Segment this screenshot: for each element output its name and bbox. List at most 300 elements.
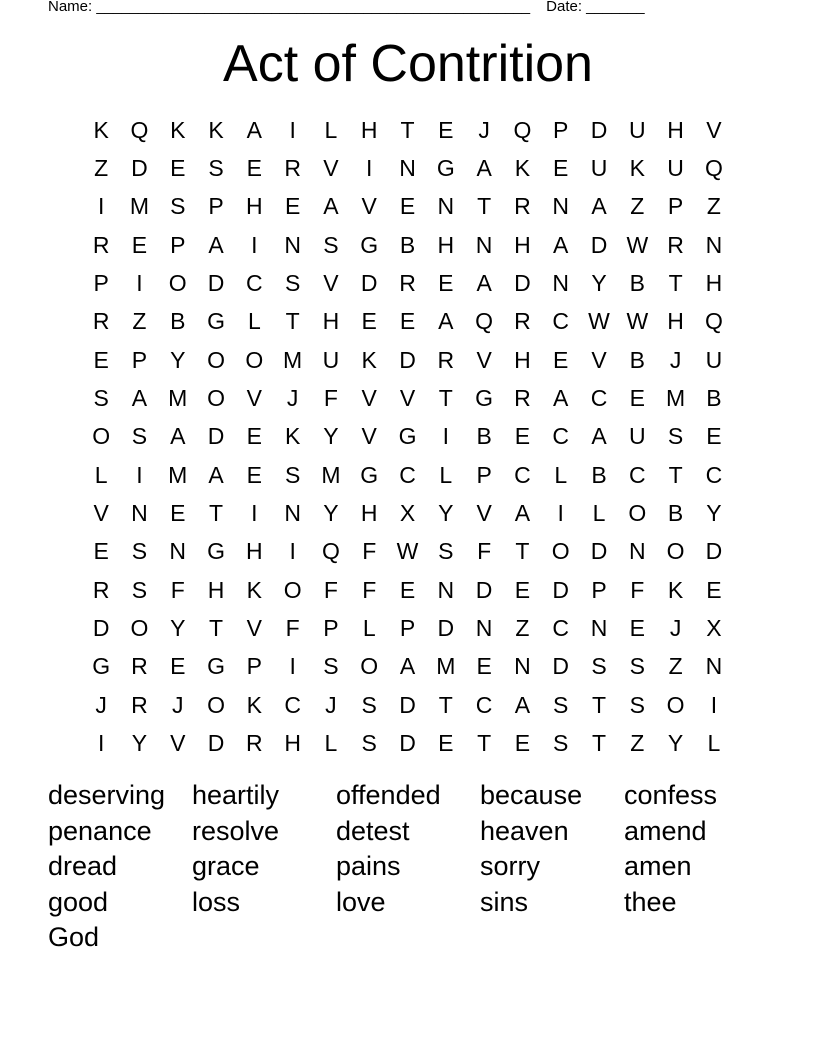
grid-cell: P — [131, 346, 148, 373]
grid-cell: S — [323, 231, 339, 258]
grid-cell: P — [323, 615, 339, 642]
grid-cell: S — [131, 423, 148, 450]
grid-cell: P — [93, 270, 109, 297]
grid-cell: T — [591, 730, 607, 757]
grid-cell: E — [170, 155, 186, 182]
word-bank-item: sins — [480, 886, 529, 917]
grid-cell: V — [361, 423, 377, 450]
word-bank-item: amend — [624, 815, 707, 846]
grid-cell: N — [437, 576, 455, 603]
grid-cell: H — [207, 576, 225, 603]
grid-cell: L — [554, 461, 568, 488]
grid-cell: F — [362, 538, 377, 565]
grid-cell: N — [705, 231, 723, 258]
grid-cell: A — [514, 691, 531, 718]
grid-cell: A — [399, 653, 416, 680]
grid-cell: Z — [706, 193, 721, 220]
grid-cell: Z — [132, 308, 147, 335]
grid-cell: S — [591, 653, 607, 680]
grid-cell: Q — [130, 116, 149, 143]
word-bank-item: loss — [192, 886, 241, 917]
grid-cell: D — [399, 346, 416, 373]
grid-cell: V — [246, 615, 262, 642]
grid-cell: A — [170, 423, 186, 450]
grid-cell: L — [592, 500, 606, 527]
grid-cell: H — [705, 270, 723, 297]
word-bank-item: because — [480, 780, 583, 811]
grid-cell: Z — [630, 730, 645, 757]
grid-cell: H — [667, 308, 684, 335]
grid-cell: S — [361, 730, 377, 757]
grid-cell: B — [399, 231, 416, 258]
grid-cell: V — [361, 385, 377, 412]
grid-cell: Y — [323, 500, 339, 527]
grid-cell: F — [170, 576, 185, 603]
grid-cell: H — [246, 193, 263, 220]
grid-cell: A — [514, 500, 531, 527]
grid-cell: U — [590, 155, 608, 182]
grid-cell: S — [93, 385, 109, 412]
grid-cell: T — [438, 691, 453, 718]
grid-cell: F — [323, 576, 338, 603]
grid-cell: K — [284, 423, 301, 450]
grid-cell: P — [246, 653, 262, 680]
word-bank-item: detest — [336, 815, 410, 846]
grid-cell: J — [669, 346, 682, 373]
grid-cell: W — [626, 231, 649, 258]
grid-cell: G — [207, 538, 225, 565]
grid-cell: I — [97, 730, 105, 757]
grid-cell: S — [170, 193, 186, 220]
grid-cell: B — [170, 308, 186, 335]
grid-cell: Q — [704, 308, 723, 335]
grid-cell: E — [553, 155, 569, 182]
grid-cell: C — [552, 308, 570, 335]
grid-cell: D — [92, 615, 110, 642]
word-bank-item: deserving — [48, 780, 166, 811]
grid-cell: N — [552, 193, 570, 220]
grid-cell: K — [246, 691, 262, 718]
word-bank-item: amen — [624, 851, 692, 882]
grid-cell: I — [366, 155, 373, 182]
grid-cell: A — [208, 461, 224, 488]
grid-cell: U — [628, 423, 646, 450]
grid-cell: J — [286, 385, 299, 412]
grid-cell: O — [628, 500, 647, 527]
grid-cell: B — [591, 461, 607, 488]
word-bank-item: good — [48, 886, 109, 917]
grid-cell: Y — [706, 500, 722, 527]
grid-cell: V — [361, 193, 377, 220]
grid-cell: B — [629, 270, 645, 297]
grid-cell: A — [553, 385, 569, 412]
grid-cell: N — [131, 500, 148, 527]
grid-cell: G — [360, 461, 379, 488]
grid-cell: O — [92, 423, 111, 450]
grid-cell: U — [667, 155, 684, 182]
grid-cell: L — [324, 116, 338, 143]
grid-cell: Q — [704, 155, 723, 182]
grid-cell: A — [591, 193, 607, 220]
grid-cell: T — [285, 308, 300, 335]
grid-cell: U — [628, 116, 646, 143]
grid-cell: N — [628, 538, 646, 565]
grid-cell: C — [552, 615, 570, 642]
word-bank-item: love — [336, 886, 386, 917]
grid-cell: S — [131, 576, 148, 603]
grid-cell: S — [438, 538, 454, 565]
word-bank-item: penance — [48, 815, 152, 846]
grid-cell: Z — [515, 615, 530, 642]
grid-cell: S — [284, 461, 301, 488]
grid-cell: I — [251, 500, 258, 527]
grid-cell: V — [93, 500, 109, 527]
grid-cell: T — [400, 116, 415, 143]
grid-cell: P — [553, 116, 569, 143]
grid-cell: C — [284, 691, 301, 718]
grid-cell: C — [552, 423, 570, 450]
grid-cell: P — [208, 193, 224, 220]
grid-cell: O — [130, 615, 149, 642]
grid-cell: H — [284, 730, 301, 757]
grid-cell: S — [131, 538, 148, 565]
grid-cell: C — [705, 461, 723, 488]
grid-cell: H — [667, 116, 684, 143]
grid-cell: H — [246, 538, 263, 565]
grid-cell: F — [362, 576, 377, 603]
grid-cell: E — [514, 576, 531, 603]
grid-cell: D — [399, 691, 416, 718]
grid-cell: K — [246, 576, 262, 603]
grid-cell: W — [396, 538, 419, 565]
grid-cell: Q — [321, 538, 340, 565]
grid-cell: U — [705, 346, 723, 373]
grid-cell: M — [436, 653, 456, 680]
grid-cell: Y — [131, 730, 148, 757]
name-field-label: Name: ____________________________________________________ — [48, 0, 531, 15]
grid-cell: S — [629, 691, 645, 718]
grid-cell: W — [588, 308, 610, 335]
grid-cell: E — [438, 116, 454, 143]
grid-cell: D — [437, 615, 455, 642]
grid-cell: B — [629, 346, 645, 373]
grid-cell: C — [246, 270, 263, 297]
grid-cell: A — [553, 231, 569, 258]
grid-cell: E — [361, 308, 377, 335]
grid-cell: E — [399, 193, 416, 220]
grid-cell: G — [207, 653, 225, 680]
grid-cell: N — [475, 231, 493, 258]
grid-cell: E — [246, 423, 262, 450]
grid-cell: C — [475, 691, 493, 718]
grid-cell: E — [514, 423, 531, 450]
grid-cell: I — [136, 270, 143, 297]
grid-cell: E — [399, 308, 416, 335]
grid-cell: O — [207, 346, 225, 373]
grid-cell: A — [476, 270, 492, 297]
grid-cell: F — [477, 538, 492, 565]
grid-cell: R — [92, 576, 110, 603]
grid-cell: K — [208, 116, 224, 143]
grid-cell: T — [477, 730, 492, 757]
grid-cell: S — [553, 730, 569, 757]
grid-cell: D — [475, 576, 493, 603]
grid-cell: H — [514, 231, 531, 258]
grid-cell: X — [399, 500, 416, 527]
grid-cell: K — [514, 155, 531, 182]
word-bank-item: pains — [336, 851, 401, 882]
grid-cell: K — [361, 346, 377, 373]
grid-cell: A — [246, 116, 262, 143]
letter-grid — [82, 111, 734, 763]
grid-cell: T — [209, 500, 224, 527]
grid-cell: E — [629, 385, 645, 412]
grid-cell: L — [439, 461, 453, 488]
grid-cell: Y — [667, 730, 684, 757]
grid-cell: P — [667, 193, 684, 220]
grid-cell: S — [361, 691, 377, 718]
grid-cell: E — [438, 730, 454, 757]
grid-cell: O — [666, 691, 685, 718]
grid-cell: D — [360, 270, 378, 297]
grid-cell: M — [168, 385, 188, 412]
grid-cell: T — [477, 193, 492, 220]
grid-cell: A — [438, 308, 454, 335]
grid-cell: R — [667, 231, 684, 258]
grid-cell: I — [442, 423, 450, 450]
grid-cell: I — [136, 461, 143, 488]
word-bank-item: thee — [624, 886, 677, 917]
grid-cell: T — [668, 270, 683, 297]
grid-cell: H — [514, 346, 531, 373]
grid-cell: O — [168, 270, 187, 297]
grid-cell: W — [626, 308, 649, 335]
word-bank-item: dread — [48, 851, 118, 882]
grid-cell: A — [208, 231, 224, 258]
grid-cell: Y — [323, 423, 339, 450]
grid-cell: O — [666, 538, 685, 565]
grid-cell: D — [399, 730, 416, 757]
grid-cell: S — [284, 270, 301, 297]
grid-cell: Q — [513, 116, 532, 143]
grid-cell: O — [207, 385, 225, 412]
grid-cell: A — [591, 423, 607, 450]
grid-cell: J — [669, 615, 682, 642]
grid-cell: D — [514, 270, 531, 297]
grid-cell: L — [362, 615, 376, 642]
word-bank — [48, 778, 768, 956]
grid-cell: N — [590, 615, 608, 642]
grid-cell: V — [323, 155, 339, 182]
grid-cell: R — [437, 346, 455, 373]
grid-cell: D — [207, 423, 225, 450]
grid-cell: V — [706, 116, 722, 143]
grid-cell: P — [399, 615, 416, 642]
grid-cell: J — [171, 691, 184, 718]
grid-cell: M — [168, 461, 188, 488]
grid-cell: U — [322, 346, 340, 373]
grid-cell: V — [476, 500, 492, 527]
grid-cell: O — [360, 653, 379, 680]
grid-cell: E — [706, 423, 722, 450]
grid-cell: N — [284, 231, 301, 258]
grid-cell: G — [398, 423, 417, 450]
grid-cell: E — [706, 576, 722, 603]
grid-cell: P — [170, 231, 186, 258]
grid-cell: E — [246, 155, 262, 182]
grid-cell: Y — [170, 346, 186, 373]
grid-cell: L — [94, 461, 108, 488]
grid-cell: L — [707, 730, 721, 757]
grid-cell: H — [360, 500, 378, 527]
grid-cell: R — [131, 653, 148, 680]
grid-cell: E — [476, 653, 492, 680]
grid-cell: O — [551, 538, 570, 565]
grid-cell: T — [438, 385, 453, 412]
grid-cell: E — [131, 231, 148, 258]
grid-cell: V — [246, 385, 262, 412]
grid-cell: G — [475, 385, 494, 412]
grid-cell: F — [630, 576, 645, 603]
grid-cell: Y — [591, 270, 607, 297]
grid-cell: R — [92, 231, 110, 258]
grid-cell: E — [170, 653, 186, 680]
word-bank-item: resolve — [192, 815, 280, 846]
grid-cell: I — [289, 653, 296, 680]
grid-cell: V — [591, 346, 607, 373]
grid-cell: X — [706, 615, 722, 642]
grid-cell: V — [476, 346, 492, 373]
grid-cell: N — [475, 615, 493, 642]
grid-cell: H — [360, 116, 378, 143]
grid-cell: N — [399, 155, 416, 182]
grid-cell: D — [207, 730, 225, 757]
grid-cell: R — [514, 193, 531, 220]
grid-cell: I — [251, 231, 258, 258]
grid-cell: C — [399, 461, 416, 488]
grid-cell: G — [436, 155, 455, 182]
grid-cell: Z — [668, 653, 683, 680]
grid-cell: R — [284, 155, 301, 182]
grid-cell: R — [246, 730, 263, 757]
grid-cell: K — [629, 155, 645, 182]
grid-cell: E — [399, 576, 416, 603]
grid-cell: T — [668, 461, 683, 488]
grid-cell: I — [557, 500, 564, 527]
grid-cell: Q — [475, 308, 494, 335]
word-bank-item: grace — [192, 851, 260, 882]
grid-cell: P — [591, 576, 607, 603]
grid-cell: J — [325, 691, 337, 718]
grid-cell: K — [667, 576, 684, 603]
word-bank-item: offended — [336, 780, 441, 811]
grid-cell: I — [289, 116, 296, 143]
grid-cell: B — [476, 423, 492, 450]
word-bank-item: confess — [624, 780, 718, 811]
grid-cell: I — [710, 691, 718, 718]
grid-cell: S — [323, 653, 339, 680]
grid-cell: G — [207, 308, 225, 335]
grid-cell: V — [323, 270, 339, 297]
grid-cell: T — [209, 615, 224, 642]
grid-cell: R — [92, 308, 110, 335]
grid-cell: D — [590, 116, 608, 143]
grid-cell: K — [93, 116, 109, 143]
grid-cell: T — [515, 538, 530, 565]
grid-cell: G — [92, 653, 111, 680]
grid-cell: B — [706, 385, 722, 412]
word-bank-item: God — [48, 922, 100, 953]
grid-cell: M — [283, 346, 303, 373]
grid-cell: C — [514, 461, 531, 488]
grid-cell: O — [207, 691, 225, 718]
grid-cell: T — [591, 691, 607, 718]
grid-cell: M — [321, 461, 341, 488]
grid-cell: N — [284, 500, 301, 527]
grid-cell: V — [170, 730, 186, 757]
grid-cell: O — [245, 346, 264, 373]
grid-cell: E — [629, 615, 645, 642]
grid-cell: N — [514, 653, 531, 680]
grid-cell: R — [514, 385, 531, 412]
grid-cell: V — [399, 385, 416, 412]
word-bank-item: heartily — [192, 780, 280, 811]
grid-cell: E — [246, 461, 262, 488]
grid-cell: I — [97, 193, 105, 220]
grid-cell: H — [437, 231, 455, 258]
header — [48, 0, 645, 15]
grid-cell: L — [247, 308, 261, 335]
grid-cell: S — [667, 423, 684, 450]
grid-cell: F — [285, 615, 300, 642]
grid-cell: C — [590, 385, 608, 412]
grid-cell: D — [590, 231, 608, 258]
grid-cell: D — [207, 270, 225, 297]
grid-cell: S — [629, 653, 645, 680]
grid-cell: D — [705, 538, 723, 565]
grid-cell: R — [514, 308, 531, 335]
grid-cell: M — [666, 385, 686, 412]
grid-cell: R — [131, 691, 148, 718]
grid-cell: O — [283, 576, 302, 603]
grid-cell: M — [129, 193, 150, 220]
grid-cell: E — [438, 270, 454, 297]
grid-cell: A — [131, 385, 148, 412]
grid-cell: R — [399, 270, 416, 297]
page-title: Act of Contrition — [223, 35, 593, 93]
grid-cell: Z — [630, 193, 645, 220]
word-bank-item: sorry — [480, 851, 540, 882]
grid-cell: N — [705, 653, 723, 680]
grid-cell: S — [208, 155, 224, 182]
word-bank-item: heaven — [480, 815, 569, 846]
grid-cell: D — [552, 576, 570, 603]
grid-cell: C — [628, 461, 646, 488]
grid-cell: E — [93, 346, 109, 373]
grid-cell: N — [169, 538, 187, 565]
grid-cell: S — [553, 691, 569, 718]
grid-cell: N — [437, 193, 455, 220]
grid-cell: I — [289, 538, 296, 565]
grid-cell: H — [322, 308, 340, 335]
date-field-label: Date: _______ — [546, 0, 645, 15]
grid-cell: D — [590, 538, 608, 565]
grid-cell: E — [284, 193, 301, 220]
grid-cell: D — [552, 653, 570, 680]
grid-cell: B — [667, 500, 684, 527]
grid-cell: P — [476, 461, 492, 488]
grid-cell: A — [476, 155, 492, 182]
